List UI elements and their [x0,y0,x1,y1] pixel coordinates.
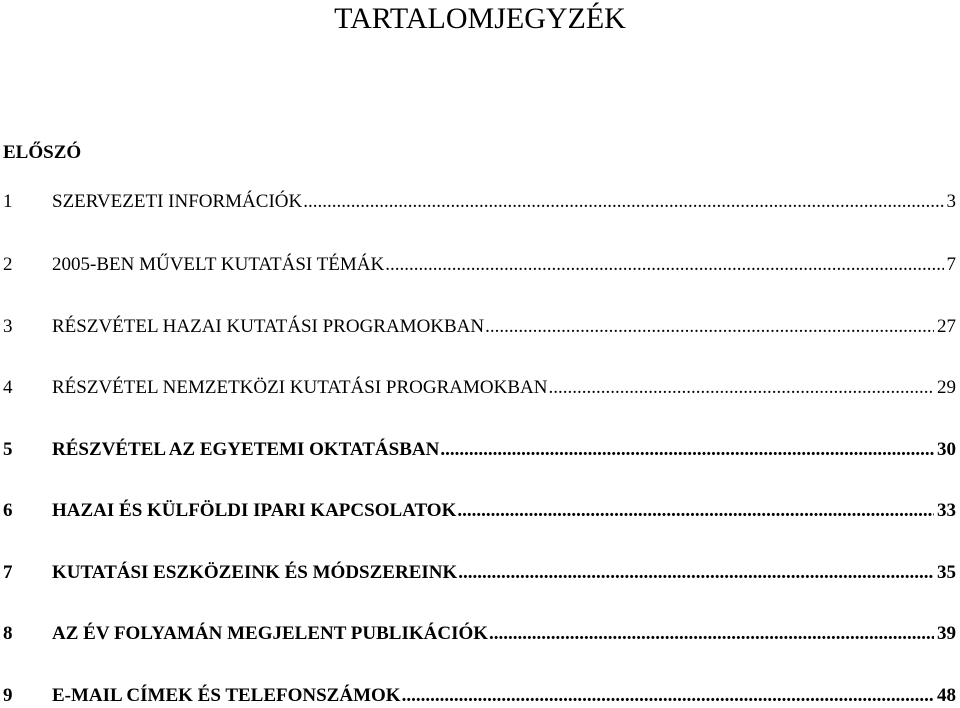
toc-entry-title: 2005-BEN MŰVELT KUTATÁSI TÉMÁK [52,254,385,275]
toc-entry-number: 5 [3,439,13,460]
toc-entry[interactable] [0,315,956,339]
toc-entry-number: 7 [3,562,13,583]
toc-dot-leader [489,622,934,646]
toc-entry[interactable] [0,438,956,462]
toc-dot-leader [303,190,943,214]
toc-entry-page: 39 [937,623,956,644]
toc-entry-number: 2 [3,254,13,275]
toc-entry-page: 29 [937,377,956,398]
page-title: TARTALOMJEGYZÉK [334,2,626,35]
toc-entry[interactable] [0,253,956,277]
toc-entry-title: RÉSZVÉTEL HAZAI KUTATÁSI PROGRAMOKBAN [52,316,485,337]
toc-dot-leader [457,499,934,523]
toc-entry-title: SZERVEZETI INFORMÁCIÓK [52,191,303,212]
toc-dot-leader [385,253,943,277]
toc-entry-page: 30 [937,439,956,460]
toc-entry-page: 7 [946,254,956,275]
toc-entry-title: KUTATÁSI ESZKÖZEINK ÉS MÓDSZEREINK [52,562,458,583]
toc-entry-title: AZ ÉV FOLYAMÁN MEGJELENT PUBLIKÁCIÓK [52,623,489,644]
toc-entry[interactable] [0,684,956,708]
toc-dot-leader [440,438,934,462]
toc-entry[interactable] [0,499,956,523]
toc-foreword[interactable]: ELŐSZÓ [3,142,82,163]
toc-entry[interactable] [0,376,956,400]
toc-entry[interactable] [0,561,956,585]
toc-entry-title: RÉSZVÉTEL AZ EGYETEMI OKTATÁSBAN [52,439,440,460]
toc-dot-leader [548,376,934,400]
toc-entry[interactable] [0,622,956,646]
toc-dot-leader [458,561,934,585]
toc-entry-number: 6 [3,500,13,521]
toc-dot-leader [485,315,934,339]
toc-entry-page: 27 [937,316,956,337]
toc-dot-leader [402,684,934,708]
toc-entry-title: E-MAIL CÍMEK ÉS TELEFONSZÁMOK [52,685,401,706]
toc-entry-number: 3 [3,316,13,337]
toc-entry-number: 4 [3,377,13,398]
toc-entry-page: 33 [937,500,956,521]
toc-entry-page: 48 [937,685,956,706]
toc-entry-number: 8 [3,623,13,644]
toc-entry-title: RÉSZVÉTEL NEMZETKÖZI KUTATÁSI PROGRAMOKBAN [52,377,548,398]
toc-entry-page: 3 [946,191,956,212]
toc-entry[interactable] [0,190,956,214]
toc-entry-number: 9 [3,685,13,706]
toc-entry-page: 35 [937,562,956,583]
toc-entry-title: HAZAI ÉS KÜLFÖLDI IPARI KAPCSOLATOK [52,500,457,521]
toc-entry-number: 1 [3,191,13,212]
